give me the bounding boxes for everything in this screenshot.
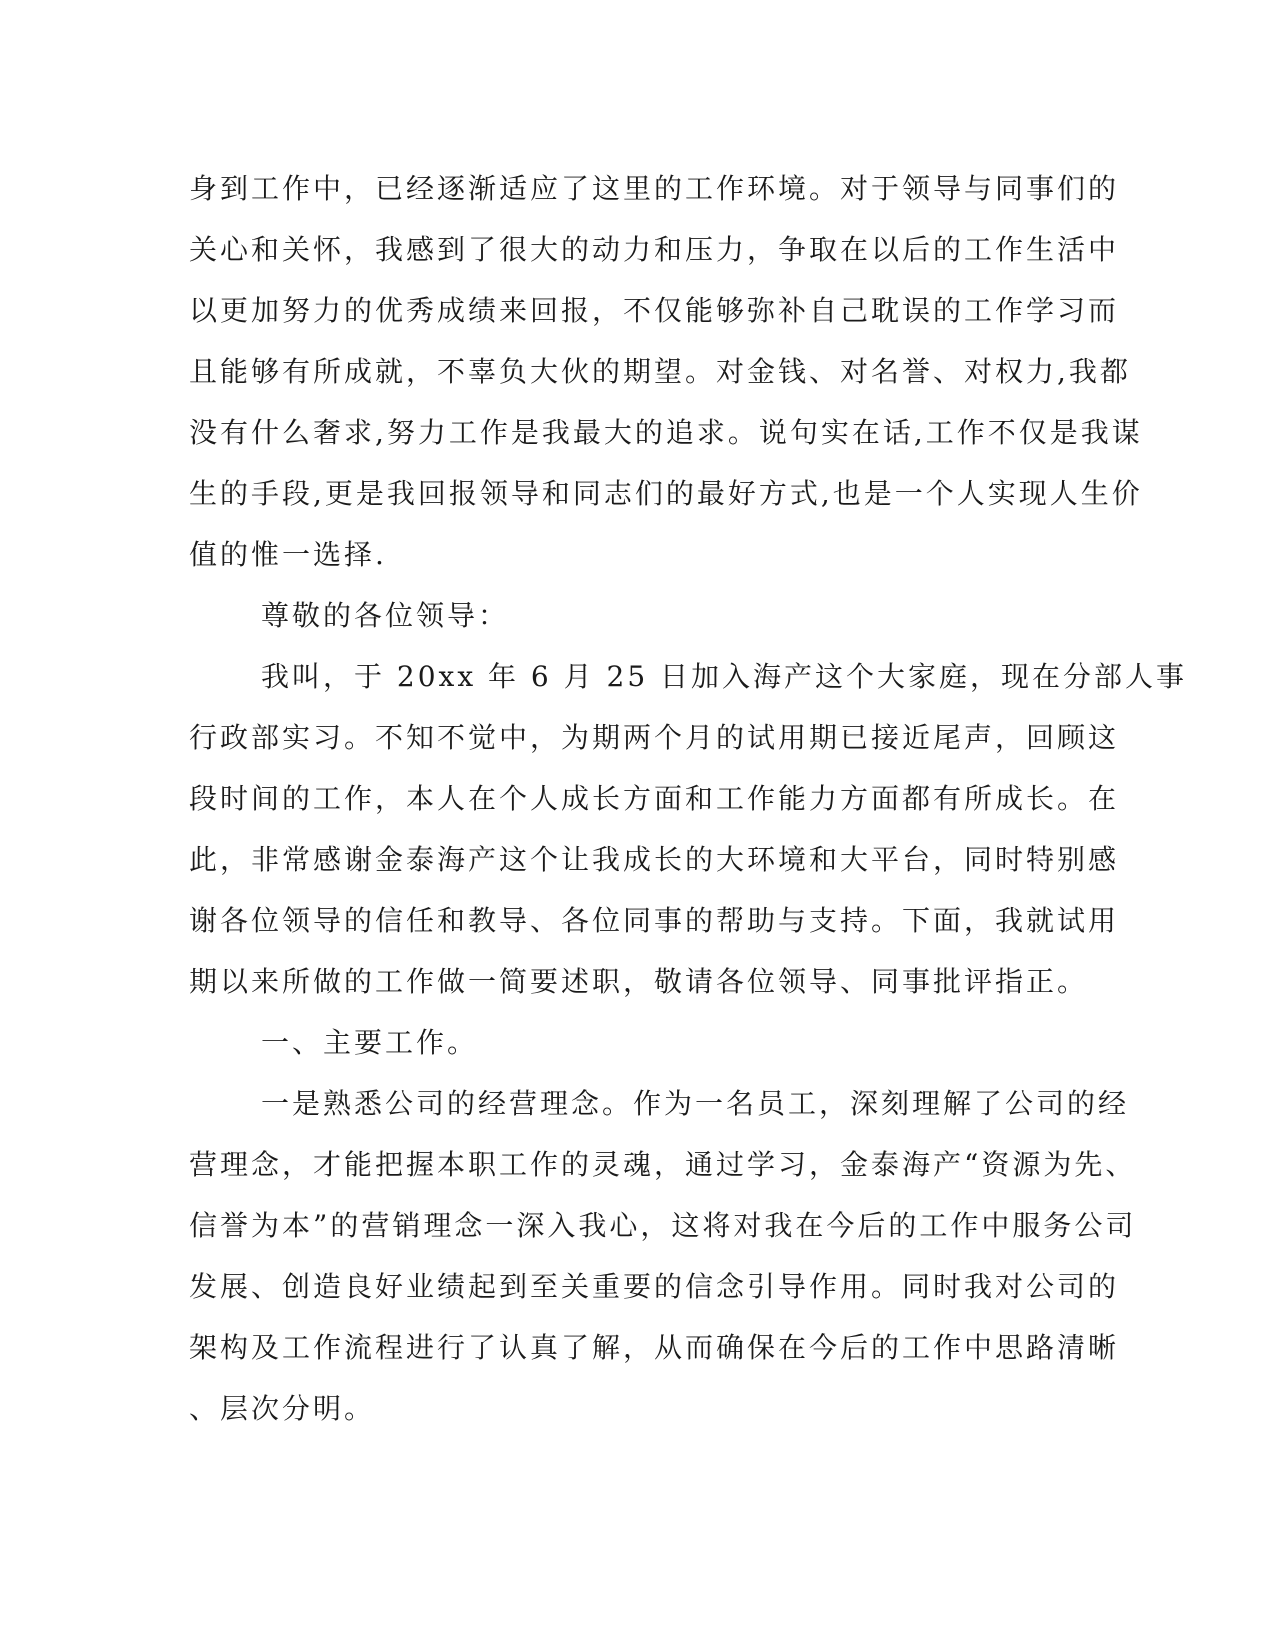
text-line: 一是熟悉公司的经营理念。作为一名员工，深刻理解了公司的经 <box>261 1087 1130 1120</box>
text-line: 信誉为本”的营销理念一深入我心，这将对我在今后的工作中服务公司 <box>189 1209 1137 1242</box>
document-body <box>189 158 1188 1439</box>
text-line: 关心和关怀，我感到了很大的动力和压力，争取在以后的工作生活中 <box>189 233 1120 266</box>
text-line: 以更加努力的优秀成绩来回报，不仅能够弥补自己耽误的工作学习而 <box>189 294 1120 327</box>
text-line: 期以来所做的工作做一简要述职，敬请各位领导、同事批评指正。 <box>189 965 1089 998</box>
text-line: 谢各位领导的信任和教导、各位同事的帮助与支持。下面，我就试用 <box>189 904 1120 937</box>
text-line: 此，非常感谢金泰海产这个让我成长的大环境和大平台，同时特别感 <box>189 843 1120 876</box>
text-line: 发展、创造良好业绩起到至关重要的信念引导作用。同时我对公司的 <box>189 1270 1120 1303</box>
text-line: 没有什么奢求,努力工作是我最大的追求。说句实在话,工作不仅是我谋 <box>189 416 1143 449</box>
text-line: 值的惟一选择. <box>189 538 387 571</box>
text-line: 段时间的工作，本人在个人成长方面和工作能力方面都有所成长。在 <box>189 782 1120 815</box>
text-line: 且能够有所成就，不辜负大伙的期望。对金钱、对名誉、对权力,我都 <box>189 355 1131 388</box>
text-line: 尊敬的各位领导： <box>261 599 510 632</box>
text-line: 身到工作中，已经逐渐适应了这里的工作环境。对于领导与同事们的 <box>189 172 1120 205</box>
text-line: 架构及工作流程进行了认真了解，从而确保在今后的工作中思路清晰 <box>189 1331 1120 1364</box>
text-line: 一、主要工作。 <box>261 1026 479 1059</box>
text-line: 生的手段,更是我回报领导和同志们的最好方式,也是一个人实现人生价 <box>189 477 1143 510</box>
text-line: 营理念，才能把握本职工作的灵魂，通过学习，金泰海产“资源为先、 <box>189 1148 1137 1181</box>
text-line: 行政部实习。不知不觉中，为期两个月的试用期已接近尾声，回顾这 <box>189 721 1120 754</box>
text-line: 、层次分明。 <box>189 1392 376 1425</box>
text-line: 我叫，于 20xx 年 6 月 25 日加入海产这个大家庭，现在分部人事 <box>261 660 1188 693</box>
